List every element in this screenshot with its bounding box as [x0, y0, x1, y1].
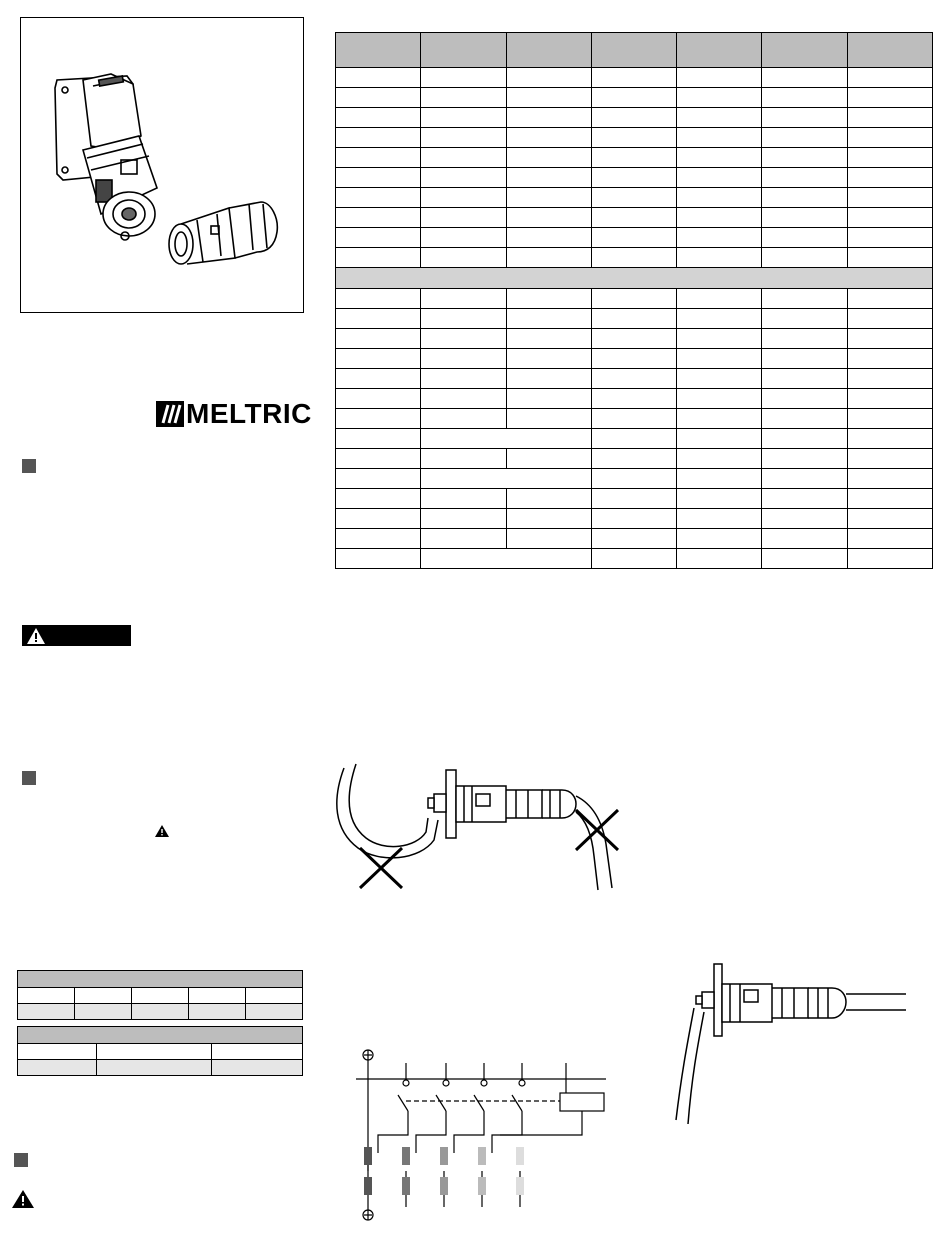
wiring-schematic — [350, 1043, 620, 1225]
warning-banner — [22, 625, 131, 646]
table-row — [336, 369, 933, 389]
section-marker-icon — [22, 459, 36, 473]
incorrect-cable-routing-diagram — [330, 760, 630, 895]
section-marker-icon — [22, 771, 36, 785]
table-row — [336, 469, 933, 489]
table-row — [336, 529, 933, 549]
meltric-logo-mark — [156, 401, 184, 427]
table-row — [336, 389, 933, 409]
table-row — [18, 988, 303, 1004]
table-row — [336, 248, 933, 268]
table-row — [336, 289, 933, 309]
table-row — [18, 1044, 303, 1060]
table-row — [336, 168, 933, 188]
table-row — [336, 349, 933, 369]
table-header-row — [18, 1027, 303, 1044]
small-table-2 — [17, 1026, 303, 1076]
table-row — [336, 108, 933, 128]
receptacle-plug-drawing — [21, 18, 303, 312]
product-illustration — [20, 17, 304, 313]
meltric-logo — [156, 398, 312, 430]
table-row — [18, 1004, 303, 1020]
warning-triangle-icon — [26, 627, 46, 645]
correct-cable-routing-diagram — [668, 960, 913, 1130]
section-marker-icon — [14, 1153, 28, 1167]
table-row — [336, 68, 933, 88]
table-row — [336, 208, 933, 228]
table-row — [336, 509, 933, 529]
warning-triangle-icon — [155, 825, 169, 837]
table-header-row — [18, 971, 303, 988]
specification-table — [335, 32, 933, 569]
table-section-row — [336, 268, 933, 289]
table-row — [18, 1060, 303, 1076]
table-row — [336, 329, 933, 349]
table-header-row — [336, 33, 933, 68]
table-row — [336, 549, 933, 569]
table-row — [336, 449, 933, 469]
table-row — [336, 429, 933, 449]
brand-name: MELTRIC — [186, 398, 312, 429]
warning-triangle-icon — [12, 1190, 34, 1208]
table-row — [336, 309, 933, 329]
table-row — [336, 188, 933, 208]
small-table-1 — [17, 970, 303, 1020]
table-row — [336, 88, 933, 108]
table-row — [336, 489, 933, 509]
table-row — [336, 148, 933, 168]
table-row — [336, 409, 933, 429]
table-row — [336, 228, 933, 248]
table-row — [336, 128, 933, 148]
